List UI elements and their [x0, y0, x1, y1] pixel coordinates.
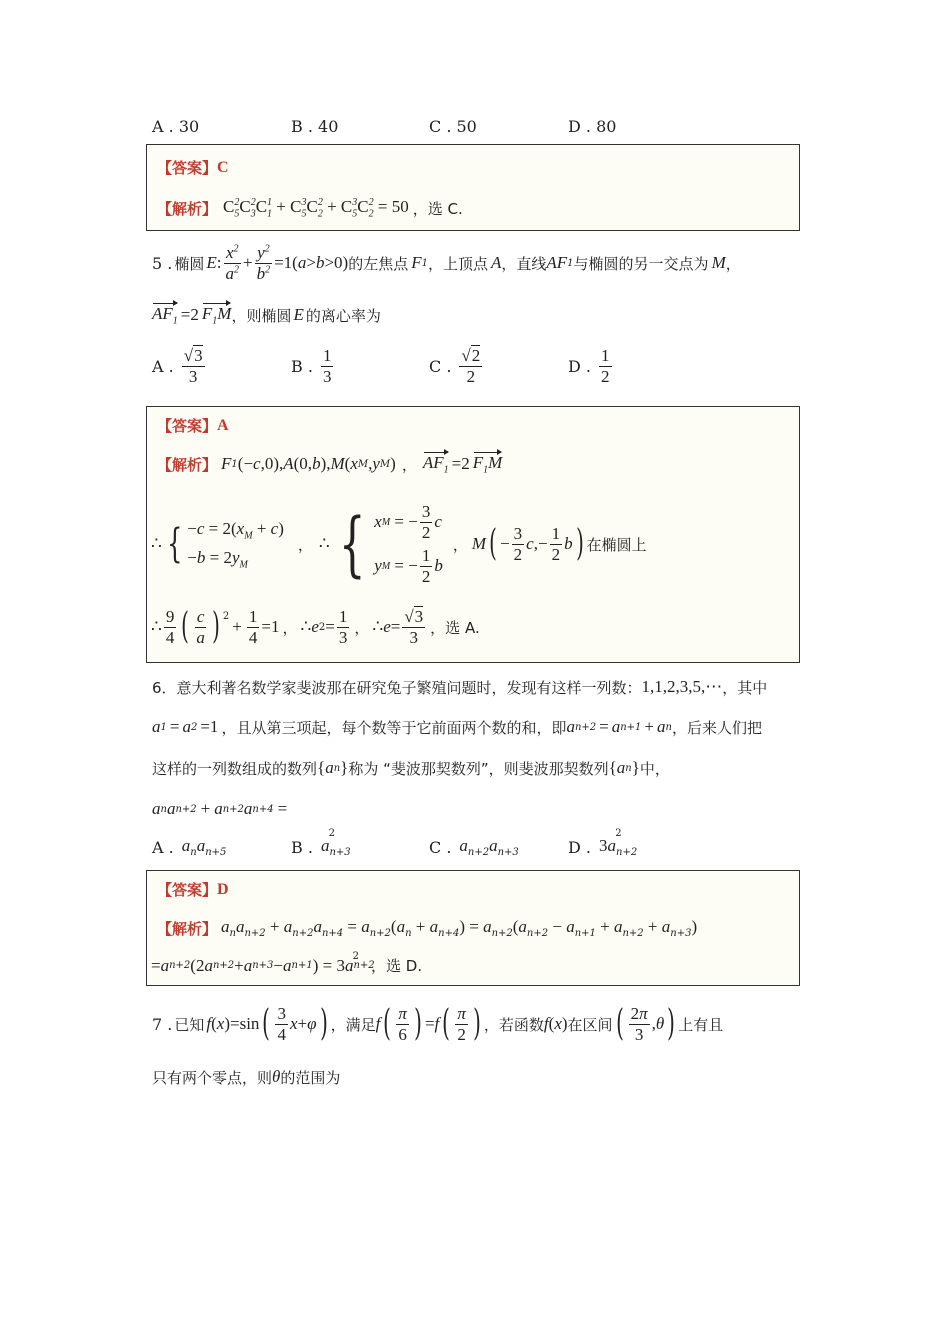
answer-value: A	[217, 416, 229, 434]
q5-option-d: D . $\frac{1}{2}$	[568, 346, 610, 386]
q6-option-c: C . $a_{n+2}a_{n+3}$	[429, 836, 519, 859]
q5-stem-line2: $AF_1$ =2 $F_1M$ ，则椭圆 E 的离心率为	[152, 303, 381, 327]
q5-option-c: C . $\frac{√2}{2}$	[429, 346, 481, 386]
q5-answer-box: 【答案】 A 【解析】 F 1 (− c ,0), A (0, b ), M ( x M , y M ) ， $AF_1$ =2 $F_1M$ ∴ { $-c = 2(x_M + c)$ $-b = 2y_M$ ， ∴ { x M = − $\frac{3}{2}$ c y M = − $\frac{1}{2}$ b ， M ( − $\frac{3}{2}$ c ,− $\frac{1}{2}$ b ) 在椭圆上 ∴ $\frac{9}{4}$ ( $\frac{c}{a}$ ) $^2$ + $\frac{1}{4}$ =1 ， ∴ e 2 = $\frac{1}{3}$ ， ∴ e = $\frac{√3}{3}$ ，选 A.	[146, 406, 800, 663]
analysis-formula: $C_5^2C_3^2C_1^1 + C_5^3C_2^2 + C_5^3C_2^2 = 50$	[223, 197, 409, 220]
q6-stem-line3: 这样的一列数组成的数列 { a n } 称为 “斐波那契数列”，则斐波那契数列 { a n } 中，	[152, 758, 670, 778]
answer-label: 【答案】	[157, 417, 218, 435]
analysis-label: 【解析】	[157, 455, 218, 474]
q6-stem-line2: a 1 = a 2 =1 ，且从第三项起，每个数等于它前面两个数的和，即 a n+2 = a n+1 + a n ，后来人们把	[152, 717, 762, 737]
analysis-label: 【解析】	[157, 919, 218, 938]
q6-option-d: D . $3a_{n+2}^2$	[568, 827, 638, 859]
q5-option-a: A . $\frac{√3}{3}$	[152, 346, 203, 386]
q6-stem-line1: 6．意大利著名数学家斐波那在研究兔子繁殖问题时，发现有这样一列数： 1,1,2,3,5,⋯ ，其中	[152, 677, 768, 697]
q4-answer-box: 【答案】 C 【解析】 $C_5^2C_3^2C_1^1 + C_5^3C_2^2 + C_5^3C_2^2 = 50$ ，选 C.	[146, 144, 800, 231]
answer-value: C	[217, 158, 229, 176]
q6-option-b: B . $a_{n+3}^2$	[291, 827, 351, 859]
q6-option-a: A . $a_na_{n+5}$	[152, 836, 227, 859]
q5-option-b: B . $\frac{1}{3}$	[291, 346, 332, 386]
answer-label: 【答案】	[157, 159, 218, 177]
q7-stem-line2: 只有两个零点，则 θ 的范围为	[152, 1067, 341, 1087]
analysis-label: 【解析】	[157, 199, 218, 218]
answer-value: D	[217, 880, 229, 898]
q6-stem-line4: a n a n+2 + a n+2 a n+4 =	[152, 799, 288, 818]
q6-answer-box: 【答案】 D 【解析】 $a_na_{n+2} + a_{n+2}a_{n+4} = a_{n+2}(a_n + a_{n+4}) = a_{n+2}(a_{n+2} - a_{n+1} + a_{n+2} + a_{n+3})$ = a n+2 (2 a n+2 + a n+3 − a n+1 ) = 3 a n+2 $^2$ ，选 D.	[146, 870, 800, 986]
q4-option-a: A . 30	[152, 117, 200, 136]
q4-option-c: C . 50	[429, 117, 477, 136]
answer-label: 【答案】	[157, 881, 218, 899]
q7-stem-line1: 7 . 已知 f ( x )=sin ( $\frac{3}{4}$ x + φ ) ，满足 f ( $\frac{\pi}{6}$ ) = f ( $\frac{\pi}{2}$ ) ，若函数 f ( x ) 在区间 ( $\frac{2\pi}{3}$ , θ ) 上有且	[152, 1003, 724, 1044]
q5-stem-line1: 5 . 椭圆 E : $\frac{x^2}{a^2}$ + $\frac{y^2}{b^2}$ =1( a > b >0) 的左焦点 F 1 ，上顶点 A ，直线 AF 1 与椭圆的另一交点为 M ，	[152, 242, 741, 283]
q4-option-d: D . 80	[568, 117, 617, 136]
q4-option-b: B . 40	[291, 117, 339, 136]
